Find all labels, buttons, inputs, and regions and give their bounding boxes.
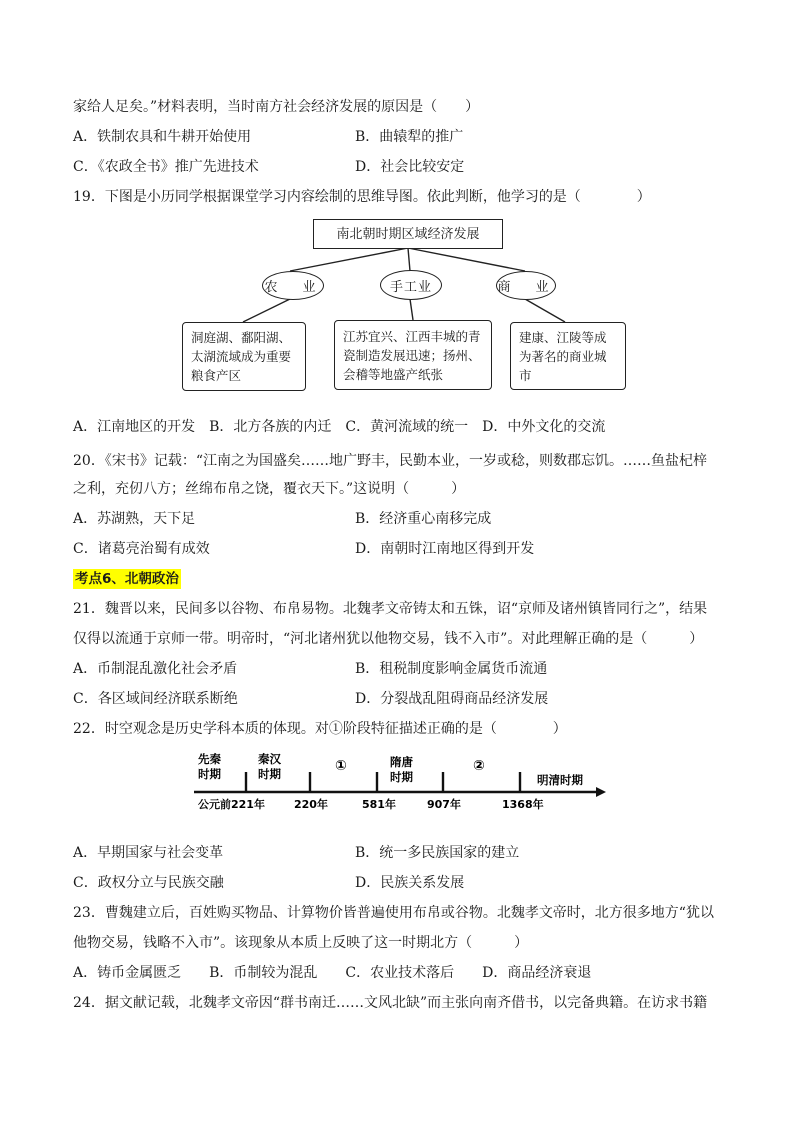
date-label: 公元前221年 (198, 798, 265, 810)
q22-timeline (190, 750, 610, 810)
q20-option-d[interactable]: D．南朝时江南地区得到开发 (355, 541, 535, 557)
period-pre-qin-line2: 时期 (198, 767, 221, 781)
q18-option-a[interactable]: A．铁制农具和牛耕开始使用 (73, 129, 252, 145)
section-heading: 考点6、北朝政治 (75, 571, 179, 587)
q18-option-c[interactable]: C．《农政全书》推广先进技术 (73, 159, 259, 175)
mind-map-root: 南北朝时期区域经济发展 (313, 219, 503, 249)
mind-map-detail-agriculture: 洞庭湖、鄱阳湖、太湖流域成为重要粮食产区 (182, 322, 306, 391)
q21-option-c[interactable]: C．各区域间经济联系断绝 (73, 691, 238, 707)
period-ming-qing: 明清时期 (537, 773, 583, 787)
q22-option-a[interactable]: A．早期国家与社会变革 (73, 845, 224, 861)
q21-option-d[interactable]: D．分裂战乱阻碍商品经济发展 (355, 691, 549, 707)
q22-stem: 22．时空观念是历史学科本质的体现。对①阶段特征描述正确的是（ ） (73, 721, 567, 737)
date-label: 1368年 (502, 798, 544, 810)
mind-map-branch-handicraft: 手工业 (380, 270, 442, 300)
period-qin-han-line1: 秦汉 (258, 752, 281, 766)
q20-option-b[interactable]: B．经济重心南移完成 (355, 511, 492, 527)
q23-options[interactable]: A．铸币金属匮乏 B．币制较为混乱 C．农业技术落后 D．商品经济衰退 (73, 965, 592, 981)
mind-map-detail-commerce: 建康、江陵等成为著名的商业城市 (510, 322, 626, 390)
period-marker-1: ① (335, 758, 347, 774)
q18-stem-continued: 家给人足矣。”材料表明，当时南方社会经济发展的原因是（ ） (73, 99, 480, 115)
period-marker-2: ② (473, 758, 485, 774)
q22-option-d[interactable]: D．民族关系发展 (355, 875, 465, 891)
q19-options[interactable]: A．江南地区的开发 B．北方各族的内迁 C．黄河流域的统一 D．中外文化的交流 (73, 419, 606, 435)
period-sui-tang-line1: 隋唐 (390, 755, 413, 769)
q22-option-b[interactable]: B．统一多民族国家的建立 (355, 845, 520, 861)
q24-stem-line1: 24．据文献记载，北魏孝文帝因“群书南迁……文风北缺”而主张向南齐借书，以完备典籍。在访求书籍 (73, 995, 708, 1011)
q21-stem-line2: 仅得以流通于京师一带。明帝时，“河北诸州犹以他物交易，钱不入市”。对此理解正确的是（ ） (73, 631, 704, 647)
q23-stem-line2: 他物交易，钱略不入市”。该现象从本质上反映了这一时期北方（ ） (73, 935, 529, 951)
q20-stem-line1: 20．《宋书》记载：“江南之为国盛矣……地广野丰，民勤本业，一岁或稔，则数郡忘饥。……鱼盐杞梓 (73, 453, 707, 469)
mind-map-branch-agriculture: 农 业 (262, 271, 324, 300)
date-label: 220年 (294, 798, 328, 810)
q20-option-a[interactable]: A．苏湖熟，天下足 (73, 511, 196, 527)
q21-option-a[interactable]: A．币制混乱激化社会矛盾 (73, 661, 238, 677)
period-qin-han-line2: 时期 (258, 767, 281, 781)
mind-map-branch-commerce: 商 业 (496, 271, 556, 300)
q23-stem-line1: 23．曹魏建立后，百姓购买物品、计算物价皆普遍使用布帛或谷物。北魏孝文帝时，北方很多地方“犹以 (73, 905, 714, 921)
q20-stem-line2: 之利，充仞八方；丝绵布帛之饶，覆衣天下。”这说明（ ） (73, 481, 466, 497)
period-pre-qin-line1: 先秦 (198, 752, 221, 766)
date-label: 581年 (362, 798, 396, 810)
q18-option-d[interactable]: D．社会比较安定 (355, 159, 465, 175)
q19-stem: 19．下图是小历同学根据课堂学习内容绘制的思维导图。依此判断，他学习的是（ ） (73, 189, 651, 205)
q21-option-b[interactable]: B．租税制度影响金属货币流通 (355, 661, 548, 677)
q22-option-c[interactable]: C．政权分立与民族交融 (73, 875, 224, 891)
q18-option-b[interactable]: B．曲辕犁的推广 (355, 129, 464, 145)
timeline-arrow-icon (596, 787, 606, 797)
period-sui-tang-line2: 时期 (390, 770, 413, 784)
q21-stem-line1: 21．魏晋以来，民间多以谷物、布帛易物。北魏孝文帝铸太和五铢，诏“京师及诸州镇皆同行之”，结果 (73, 601, 708, 617)
date-label: 907年 (427, 798, 461, 810)
mind-map-detail-handicraft: 江苏宜兴、江西丰城的青瓷制造发展迅速；扬州、会稽等地盛产纸张 (334, 320, 492, 390)
q20-option-c[interactable]: C．诸葛亮治蜀有成效 (73, 541, 210, 557)
